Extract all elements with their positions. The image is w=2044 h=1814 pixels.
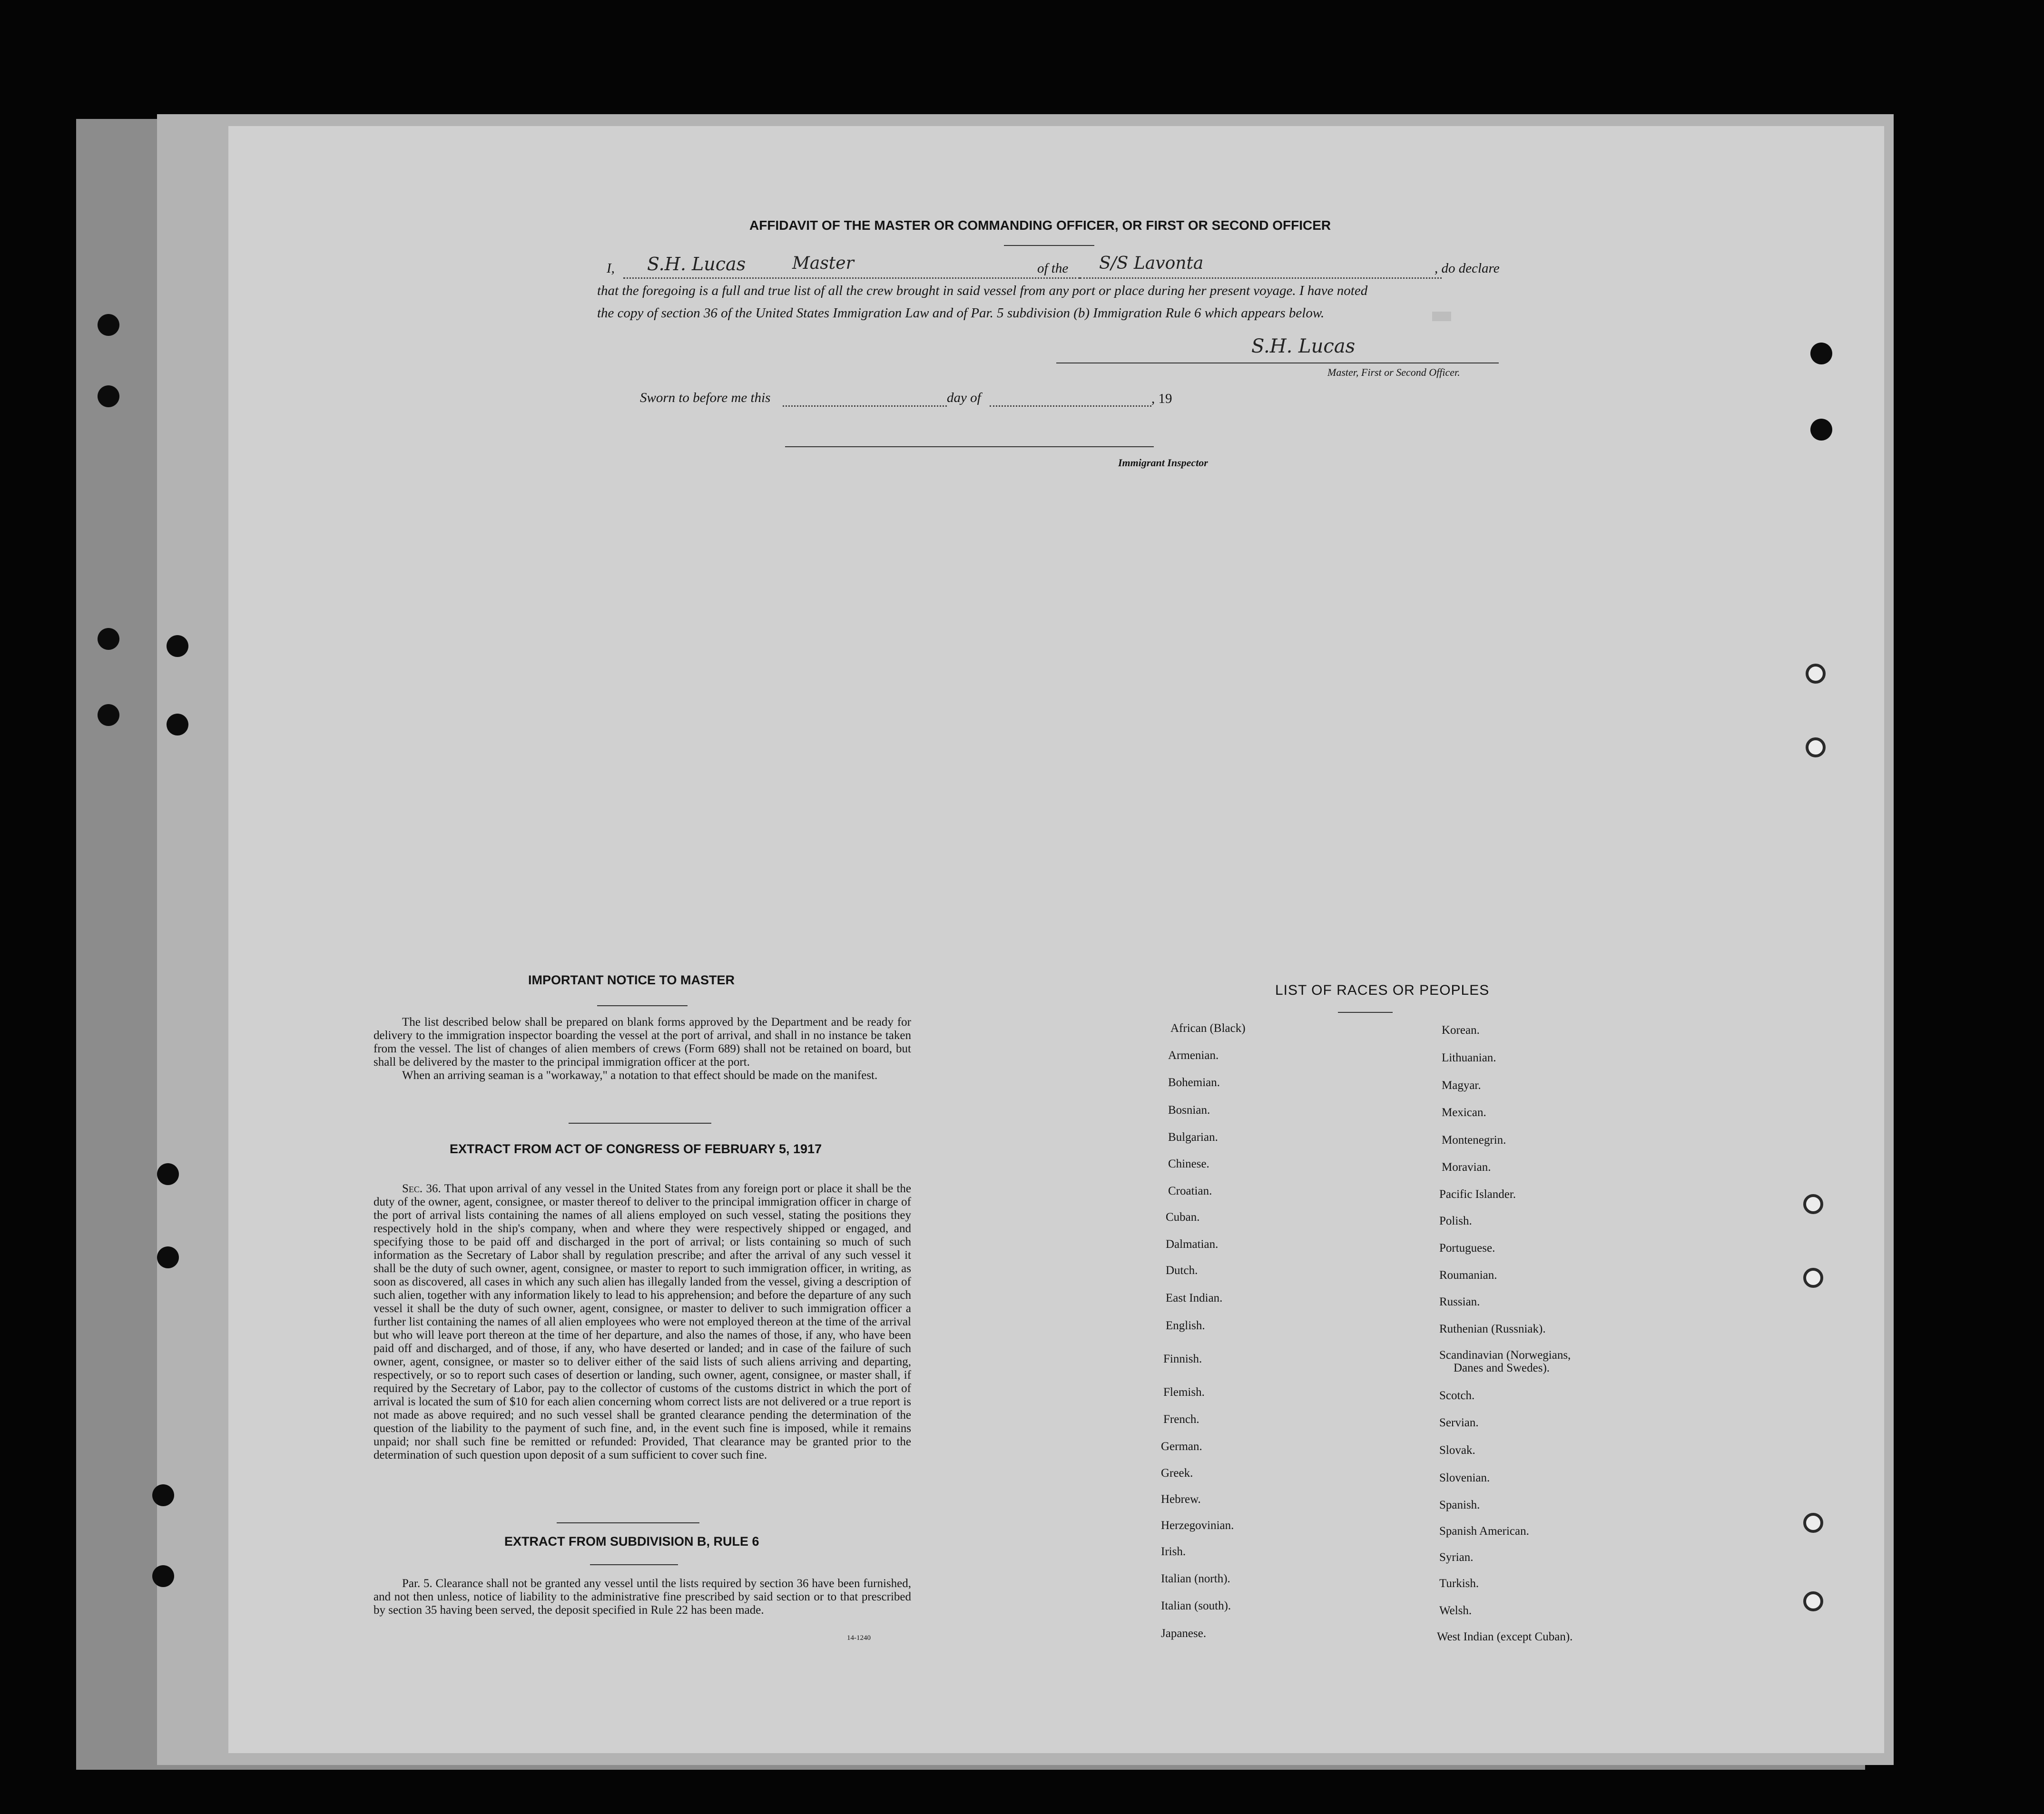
race-item: Magyar. xyxy=(1442,1079,1481,1092)
race-item: Irish. xyxy=(1161,1545,1186,1558)
of-the-label: of the xyxy=(1037,261,1069,276)
races-heading-rule xyxy=(1338,1012,1393,1013)
day-of-label: day of xyxy=(947,390,981,405)
race-item: Greek. xyxy=(1161,1467,1193,1480)
affidavit-page xyxy=(228,126,1884,1753)
race-item: Slovak. xyxy=(1439,1444,1475,1457)
race-item: Korean. xyxy=(1442,1024,1480,1037)
binder-hole xyxy=(1803,1194,1823,1214)
race-item: Dutch. xyxy=(1166,1264,1198,1277)
act-divider xyxy=(557,1522,699,1523)
race-item: Turkish. xyxy=(1439,1577,1479,1590)
binder-hole xyxy=(152,1565,174,1587)
race-item: Japanese. xyxy=(1161,1627,1207,1640)
do-declare: , do declare xyxy=(1435,261,1500,276)
binder-hole xyxy=(1803,1513,1823,1533)
race-item: Welsh. xyxy=(1439,1604,1472,1617)
affidavit-line-3: the copy of section 36 of the United States Immigration Law and of Par. 5 subdivision (b) Immigration Rule 6 which appears below. xyxy=(597,305,1325,321)
signature-caption: Master, First or Second Officer. xyxy=(1327,366,1460,378)
notice-paragraph-2: When an arriving seaman is a "workaway," a notation to that effect should be made on the manifest. xyxy=(402,1069,878,1082)
sworn-date-line xyxy=(783,405,947,407)
binder-hole xyxy=(152,1484,174,1506)
race-item: Bosnian. xyxy=(1168,1104,1210,1117)
race-item: Russian. xyxy=(1439,1295,1480,1308)
binder-hole xyxy=(1803,1268,1823,1288)
notice-divider xyxy=(569,1123,711,1124)
race-item: East Indian. xyxy=(1166,1292,1223,1304)
rule-extract-heading: EXTRACT FROM SUBDIVISION B, RULE 6 xyxy=(504,1534,759,1549)
race-item: Scotch. xyxy=(1439,1389,1475,1402)
race-item: Lithuanian. xyxy=(1442,1051,1496,1064)
i-label: I, xyxy=(607,261,615,276)
race-item: German. xyxy=(1161,1440,1202,1453)
affidavit-line-2: that the foregoing is a full and true list of all the crew brought in said vessel from any port or place during her present voyage. I have noted xyxy=(597,283,1368,298)
section-label: Sec. 36. xyxy=(402,1182,441,1195)
name-line xyxy=(623,277,1080,279)
race-item: Chinese. xyxy=(1168,1157,1209,1170)
race-item: Armenian. xyxy=(1168,1049,1219,1062)
act-extract-text xyxy=(373,1182,911,1462)
binder-hole xyxy=(1810,343,1832,364)
race-item: Spanish American. xyxy=(1439,1525,1529,1538)
race-item: Hebrew. xyxy=(1161,1493,1201,1506)
binder-hole xyxy=(98,628,119,650)
race-item: Servian. xyxy=(1439,1416,1479,1429)
race-item: Herzegovinian. xyxy=(1161,1519,1234,1532)
heading-rule xyxy=(1004,245,1094,246)
binder-hole xyxy=(1803,1591,1823,1611)
notice-paragraph-1: The list described below shall be prepared on blank forms approved by the Department and be ready for delivery to the immigration inspector boarding the vessel at the port of arrival, and shall in no instance be taken from the vessel. The list of changes of alien members of crews (Form 689) shall not be retained on board, but shall be delivered by the master to the principal immigration officer at the port. xyxy=(373,1016,911,1069)
binder-hole xyxy=(157,1163,179,1185)
race-item: Polish. xyxy=(1439,1215,1472,1227)
inspector-caption: Immigrant Inspector xyxy=(1118,457,1208,469)
master-signature: S.H. Lucas xyxy=(1251,335,1356,357)
race-item: Scandinavian (Norwegians, xyxy=(1439,1349,1571,1362)
inspector-line xyxy=(785,446,1154,447)
race-item: Finnish. xyxy=(1163,1353,1202,1365)
rule-heading-rule xyxy=(590,1564,678,1565)
race-item: Syrian. xyxy=(1439,1551,1474,1564)
affidavit-heading: AFFIDAVIT OF THE MASTER OR COMMANDING OFFICER, OR FIRST OR SECOND OFFICER xyxy=(749,218,1331,233)
binder-hole xyxy=(167,714,188,735)
race-item: Dalmatian. xyxy=(1166,1238,1219,1251)
binder-hole xyxy=(98,385,119,407)
binder-hole xyxy=(167,635,188,657)
notice-heading-rule xyxy=(597,1005,688,1006)
bleed-through-mark xyxy=(1432,312,1451,321)
race-item: Slovenian. xyxy=(1439,1471,1490,1484)
year-label: , 19 xyxy=(1151,391,1172,406)
sworn-label: Sworn to before me this xyxy=(640,390,771,405)
race-item: French. xyxy=(1163,1413,1199,1426)
race-item: Ruthenian (Russniak). xyxy=(1439,1323,1546,1335)
binder-hole xyxy=(157,1246,179,1268)
race-item: Cuban. xyxy=(1166,1211,1200,1224)
race-item: African (Black) xyxy=(1170,1022,1246,1035)
race-item: Bohemian. xyxy=(1168,1076,1220,1089)
binder-hole xyxy=(98,314,119,336)
race-item: Italian (north). xyxy=(1161,1572,1230,1585)
sworn-month-line xyxy=(990,405,1151,407)
race-item: English. xyxy=(1166,1319,1205,1332)
race-item: Spanish. xyxy=(1439,1499,1480,1511)
race-item: Pacific Islander. xyxy=(1439,1188,1516,1201)
binder-hole xyxy=(1806,664,1826,684)
race-item: Moravian. xyxy=(1442,1161,1491,1174)
race-item: Flemish. xyxy=(1163,1386,1205,1399)
races-heading: LIST OF RACES OR PEOPLES xyxy=(1275,982,1490,998)
race-item: Roumanian. xyxy=(1439,1269,1497,1282)
signer-rank: Master xyxy=(792,254,854,273)
vessel-name: S/S Lavonta xyxy=(1099,254,1204,273)
notice-heading: IMPORTANT NOTICE TO MASTER xyxy=(528,973,735,987)
race-item: Montenegrin. xyxy=(1442,1134,1506,1147)
race-item: Mexican. xyxy=(1442,1106,1486,1119)
race-item: Italian (south). xyxy=(1161,1599,1231,1612)
binder-hole xyxy=(1810,419,1832,441)
race-item: Bulgarian. xyxy=(1168,1131,1218,1144)
binder-hole xyxy=(98,704,119,726)
race-item: Danes and Swedes). xyxy=(1454,1362,1550,1374)
form-number: 14-1240 xyxy=(847,1634,871,1642)
rule-extract-text: Par. 5. Clearance shall not be granted any vessel until the lists required by section 36 have been furnished, and not then unless, notice of liability to the administrative fine prescribed by said section or to that prescribed by section 35 having been served, the deposit specified in Rule 22 has been made. xyxy=(373,1577,911,1617)
vessel-line xyxy=(1080,277,1442,279)
signer-name: S.H. Lucas xyxy=(647,254,746,275)
race-item: West Indian (except Cuban). xyxy=(1437,1630,1573,1643)
race-item: Portuguese. xyxy=(1439,1242,1495,1255)
section-36-text: That upon arrival of any vessel in the United States from any foreign port or place it shall be the duty of the owner, agent, consignee, or master thereof to deliver to the principal immigration officer in charge of the port of arrival lists containing the names of all aliens employed on such vessel, stating the positions they respectively hold in the ship's company, when and where they were respectively shipped or engaged, and specifying those to be paid off and discharged in the port of arrival; or lists containing so much of such information as the Secretary of Labor shall by regulation prescribe; and after the arrival of any such vessel it shall be the duty of such owner, agent, consignee, or master to report to such immigration officer, in writing, as soon as discovered, all cases in which any such alien has illegally landed from the vessel, giving a description of such alien, together with any information likely to lead to his apprehension; and before the departure of any such vessel it shall be the duty of such owner, agent, consignee, or master to deliver to such immigration officer a further list containing the names of all alien employees who were not employed thereon at the time of the arrival but who will leave port thereon at the time of her departure, and also the names of those, if any, who have been paid off and discharged, and of those, if any, who have deserted or landed; and in case of the failure of such owner, agent, consignee, or master so to deliver either of the said lists of such aliens arriving and departing, respectively, or so to report such cases of desertion or landing, such owner, agent, consignee, or master shall, if required by the Secretary of Labor, pay to the collector of customs of the customs district in which the port of arrival is located the sum of $10 for each alien concerning whom correct lists are not delivered or a true report is not made as above required; and no such vessel shall be granted clearance pending the determination of the question of the liability to the payment of such fine, and, in the event such fine is imposed, while it remains unpaid; nor shall such fine be remitted or refunded: Provided, That clearance may be granted prior to the determination of such question upon deposit of a sum sufficient to cover such fine. xyxy=(373,1182,911,1461)
binder-hole xyxy=(1806,737,1826,757)
race-item: Croatian. xyxy=(1168,1185,1212,1197)
act-extract-heading: EXTRACT FROM ACT OF CONGRESS OF FEBRUARY 5, 1917 xyxy=(450,1142,822,1156)
